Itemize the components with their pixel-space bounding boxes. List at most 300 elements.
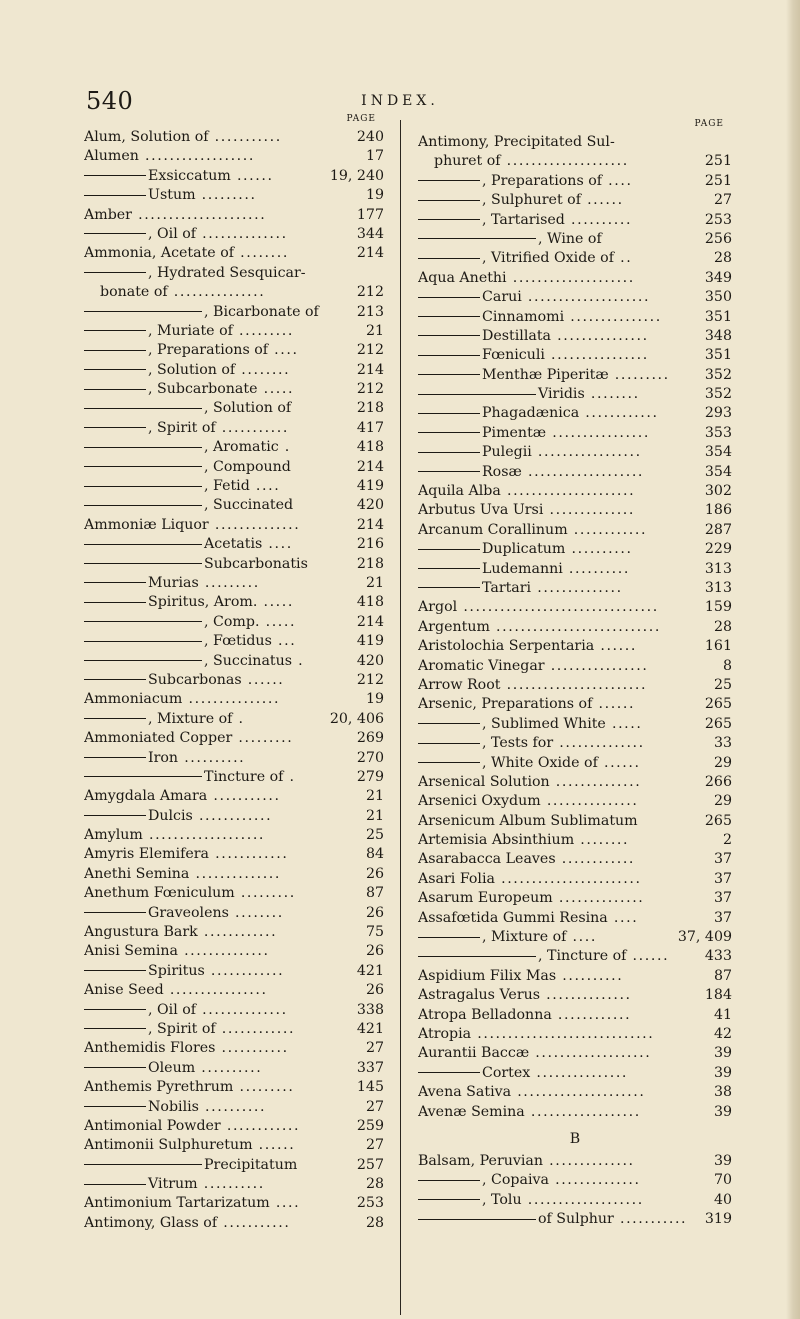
entry-text: Viridis [538, 386, 585, 403]
entry-text: Graveolens [148, 904, 229, 921]
entry-page: 25 [362, 826, 384, 845]
leader-dots: ................ [544, 347, 649, 364]
entry-page: 19 [362, 690, 384, 709]
leader-dots: .... [602, 172, 633, 189]
leader-dots: ............... [530, 1064, 629, 1081]
leader-dots: .............. [531, 579, 623, 596]
entry-text: , Mixture of [482, 929, 567, 946]
entry-text: Aspidium Filix Mas [418, 967, 557, 984]
index-entry [84, 942, 384, 961]
entry-page: 266 [701, 773, 732, 792]
ditto-rule [84, 389, 146, 390]
entry-text: , Aromatic [204, 439, 279, 456]
ditto-rule [84, 486, 202, 487]
entry-page: 229 [701, 540, 732, 559]
index-entry [418, 695, 732, 714]
leader-dots: .... [269, 1195, 301, 1212]
index-entry [84, 1156, 384, 1175]
entry-text: Anthemis Pyrethrum [84, 1079, 234, 1096]
leader-dots: .... [262, 536, 293, 553]
ditto-rule [418, 743, 480, 744]
index-entry [84, 225, 384, 244]
leader-dots: ............ [204, 962, 285, 979]
ditto-rule [84, 272, 146, 273]
entry-page: 265 [701, 695, 732, 714]
ditto-rule [418, 258, 480, 259]
ditto-rule [84, 427, 146, 428]
entry-text: Atropia [418, 1025, 472, 1042]
leader-dots: . [232, 710, 245, 727]
entry-text: , Spirit of [148, 419, 216, 436]
leader-dots: ................. [531, 444, 642, 461]
entry-page: 184 [701, 986, 732, 1005]
ditto-rule [418, 723, 480, 724]
entry-text: , Sublimed White [482, 715, 606, 732]
ditto-rule [84, 1028, 146, 1029]
entry-page: 302 [701, 482, 732, 501]
leader-dots: ......... [232, 322, 294, 339]
leader-dots: ................................ [457, 599, 659, 616]
leader-dots: ........ [574, 832, 630, 849]
entry-page: 37 [710, 870, 732, 889]
entry-text: Arsenici Oxydum [418, 793, 541, 810]
index-entry [84, 593, 384, 612]
entry-page: 240 [353, 128, 384, 147]
leader-dots: ...... [580, 192, 624, 209]
index-entry [418, 230, 732, 249]
entry-page: 28 [710, 249, 732, 268]
ditto-rule [84, 311, 202, 312]
entry-text: Precipitatum [204, 1156, 298, 1173]
entry-text: Anethum Fœniculum [84, 885, 235, 902]
entry-page: 70 [710, 1171, 732, 1190]
entry-text: , Tests for [482, 735, 554, 752]
entry-text: , Fœtidus [204, 633, 272, 650]
leader-dots: .......... [565, 541, 633, 558]
index-entry [84, 147, 384, 166]
leader-dots: ......... [234, 885, 296, 902]
entry-page: 352 [701, 385, 732, 404]
index-entry [418, 657, 732, 676]
entry-page: 41 [710, 1006, 732, 1025]
entry-text: Arbutus Uva Ursi [418, 502, 544, 519]
entry-page: 39 [710, 1064, 732, 1083]
entry-page: 28 [362, 1214, 384, 1233]
ditto-rule [84, 175, 146, 176]
leader-dots: .............. [552, 890, 645, 907]
entry-page: 214 [353, 458, 384, 477]
entry-page: 75 [362, 923, 384, 942]
running-title: INDEX. [361, 93, 439, 109]
entry-page: 37, 409 [674, 928, 732, 947]
ditto-rule [84, 757, 146, 758]
ditto-rule [418, 316, 480, 317]
index-entry [84, 884, 384, 903]
leader-dots: ........... [207, 788, 281, 805]
entry-text: Pulegii [482, 444, 532, 461]
index-entry [418, 249, 732, 268]
index-entry [418, 133, 732, 152]
leader-dots: ................ [163, 982, 268, 999]
entry-text: Subcarbonatis [204, 555, 308, 572]
entry-text: Antimonii Sulphuretum [84, 1137, 253, 1154]
entry-page: 259 [353, 1117, 384, 1136]
page-number: 540 [86, 87, 134, 115]
ditto-rule [418, 238, 536, 239]
leader-dots: ...... [252, 1137, 296, 1154]
index-entry [84, 787, 384, 806]
ditto-rule [418, 762, 480, 763]
leader-dots: ........ [235, 361, 291, 378]
index-entry [418, 618, 732, 637]
entry-page: 417 [353, 419, 384, 438]
entry-text: Arsenical Solution [418, 773, 550, 790]
leader-dots: . [292, 652, 305, 669]
entry-text: Phagadænica [482, 405, 580, 422]
entry-page: 344 [353, 225, 384, 244]
leader-dots: ...... [241, 671, 285, 688]
entry-page: 177 [353, 206, 384, 225]
leader-dots: ......... [232, 730, 294, 747]
leader-dots: ........... [613, 1211, 688, 1228]
index-entry [418, 889, 732, 908]
entry-page: 37 [710, 850, 732, 869]
ditto-rule [84, 544, 202, 545]
leader-dots: ......... [233, 1079, 295, 1096]
leader-dots: .. [613, 250, 633, 267]
leader-dots: .............. [189, 865, 282, 882]
entry-text: Ludemanni [482, 560, 563, 577]
entry-text: phuret of [434, 153, 501, 170]
entry-text: Argentum [418, 618, 490, 635]
entry-page: 214 [353, 361, 384, 380]
leader-dots: ............ [567, 521, 648, 538]
leader-dots: ........ [584, 386, 640, 403]
entry-page: 27 [362, 1098, 384, 1117]
entry-page: 19 [362, 186, 384, 205]
index-entry [418, 909, 732, 928]
entry-text: Dulcis [148, 807, 193, 824]
ditto-rule [418, 471, 480, 472]
index-entry [84, 1117, 384, 1136]
index-entry [84, 303, 384, 322]
entry-page: 287 [701, 521, 732, 540]
entry-page: 319 [701, 1210, 732, 1229]
ditto-rule [84, 582, 146, 583]
index-entry [418, 928, 732, 947]
entry-text: , Succinatus [204, 652, 293, 669]
entry-page: 214 [353, 613, 384, 632]
ditto-rule [84, 660, 202, 661]
entry-page: 28 [362, 1175, 384, 1194]
entry-text: Arsenic, Preparations of [418, 696, 593, 713]
ditto-rule [84, 602, 146, 603]
leader-dots: ........... [217, 1214, 291, 1231]
entry-page: 354 [701, 463, 732, 482]
leader-dots: .............. [549, 773, 642, 790]
entry-page: 418 [353, 593, 384, 612]
ditto-rule [84, 1106, 146, 1107]
entry-page: 26 [362, 981, 384, 1000]
entry-text: Avenæ Semina [418, 1103, 525, 1120]
index-entry [418, 676, 732, 695]
ditto-rule [84, 912, 146, 913]
entry-page: 279 [353, 768, 384, 787]
leader-dots: .................... [506, 269, 635, 286]
leader-dots: .............. [208, 516, 301, 533]
ditto-rule [418, 335, 480, 336]
leader-dots: .................... [521, 289, 651, 306]
leader-dots: ..................... [131, 206, 267, 223]
index-entry [418, 560, 732, 579]
index-entry [84, 826, 384, 845]
leader-dots: .............. [553, 735, 645, 752]
index-entry [84, 632, 384, 651]
entry-page: 25 [710, 676, 732, 695]
entry-text: Ammoniacum [84, 691, 183, 708]
index-entry [418, 1025, 732, 1044]
entry-page: 29 [710, 792, 732, 811]
entry-page: 8 [719, 657, 732, 676]
index-entry [418, 191, 732, 210]
index-entry [418, 986, 732, 1005]
ditto-rule [84, 447, 202, 448]
leader-dots: ..... [257, 381, 295, 398]
ditto-rule [418, 1199, 480, 1200]
page-edge-shadow [786, 0, 800, 1319]
ditto-rule [84, 679, 146, 680]
index-entry [84, 768, 384, 787]
index-entry [418, 1210, 732, 1229]
entry-page: 27 [362, 1039, 384, 1058]
index-entry [418, 773, 732, 792]
entry-text: Angustura Bark [84, 924, 198, 941]
index-entry [418, 1103, 732, 1122]
leader-dots: ..... [257, 594, 295, 611]
index-entry [418, 521, 732, 540]
leader-dots: ................... [142, 827, 266, 844]
entry-page: 353 [701, 424, 732, 443]
entry-text: , Solution of [204, 400, 292, 417]
entry-page: 338 [353, 1001, 384, 1020]
ditto-rule [84, 815, 146, 816]
entry-text: Carui [482, 289, 522, 306]
leader-dots: ............... [550, 327, 649, 344]
index-entry [418, 385, 732, 404]
index-entry [84, 671, 384, 690]
leader-dots: ............ [579, 405, 659, 422]
entry-page: 26 [362, 904, 384, 923]
entry-text: Antimonial Powder [84, 1117, 221, 1134]
leader-dots: ............ [192, 807, 273, 824]
entry-page: 212 [353, 283, 384, 302]
entry-page: 269 [353, 729, 384, 748]
ditto-rule [84, 563, 202, 564]
ditto-rule [418, 394, 536, 395]
entry-text: Ammoniæ Liquor [84, 516, 209, 533]
leader-dots: ...... [597, 754, 641, 771]
leader-dots: ............................. [471, 1025, 655, 1042]
entry-text: Tincture of [204, 768, 284, 785]
index-column-left [84, 114, 384, 1233]
leader-dots: .......... [197, 1176, 265, 1193]
entry-text: , Preparations of [482, 172, 603, 189]
index-entry [418, 850, 732, 869]
index-entry [84, 244, 384, 263]
index-entry [84, 981, 384, 1000]
leader-dots: .... [607, 909, 639, 926]
entry-page: 17 [362, 147, 384, 166]
index-entry [84, 341, 384, 360]
entry-text: Aquila Alba [418, 483, 501, 500]
index-entry [84, 904, 384, 923]
index-entry [418, 172, 732, 191]
leader-dots: ........ [228, 904, 284, 921]
index-entry [418, 967, 732, 986]
entry-page: 37 [710, 909, 732, 928]
column-divider [400, 120, 401, 1315]
leader-dots: ..... [259, 613, 297, 630]
entry-text: Atropa Belladonna [418, 1006, 552, 1023]
ditto-rule [418, 1219, 536, 1220]
leader-dots: ............... [540, 793, 639, 810]
index-entry [84, 729, 384, 748]
entry-text: , Tincture of [538, 948, 627, 965]
leader-dots: ..................... [500, 483, 636, 500]
index-entry [84, 1214, 384, 1233]
entry-page: 352 [701, 366, 732, 385]
leader-dots: ............ [215, 1020, 296, 1037]
entry-text: Aurantii Baccæ [418, 1045, 530, 1062]
entry-text: bonate of [100, 284, 168, 301]
entry-text: Subcarbonas [148, 671, 242, 688]
entry-text: , Bicarbonate of [204, 303, 319, 320]
entry-page: 313 [701, 560, 732, 579]
entry-text: Asari Folia [418, 870, 495, 887]
leader-dots: ......... [195, 187, 257, 204]
entry-text: Argol [418, 599, 458, 616]
entry-page: 87 [710, 967, 732, 986]
index-column-right [418, 119, 732, 1229]
index-entry [418, 1083, 732, 1102]
entry-text: Vitrum [148, 1176, 198, 1193]
entry-page: 348 [701, 327, 732, 346]
entry-text: , Tartarised [482, 211, 565, 228]
leader-dots: ............... [564, 308, 662, 325]
index-entry [418, 443, 732, 462]
entry-page: 29 [710, 754, 732, 773]
entry-page: 313 [701, 579, 732, 598]
index-entry [418, 598, 732, 617]
ditto-rule [418, 200, 480, 201]
entry-text: Destillata [482, 327, 551, 344]
index-entry [84, 516, 384, 535]
entry-page: 265 [701, 715, 732, 734]
entry-text: Cortex [482, 1064, 531, 1081]
index-entry [418, 1006, 732, 1025]
index-entry [418, 1171, 732, 1190]
index-entry [418, 463, 732, 482]
entry-text: Spiritus [148, 962, 205, 979]
entry-page: 84 [362, 845, 384, 864]
entry-text: , Sulphuret of [482, 192, 581, 209]
index-entry [418, 482, 732, 501]
index-entry [418, 404, 732, 423]
entry-page: 349 [701, 269, 732, 288]
entry-page: 145 [353, 1078, 384, 1097]
entry-text: , Subcarbonate [148, 381, 258, 398]
entry-text: Aqua Anethi [418, 269, 507, 286]
leader-dots: ................ [544, 657, 649, 674]
entry-page: 213 [353, 303, 384, 322]
ditto-rule [418, 374, 480, 375]
entry-page: 212 [353, 380, 384, 399]
leader-dots: .......... [198, 1098, 267, 1115]
ditto-rule [418, 568, 480, 569]
leader-dots: .............. [543, 1152, 635, 1169]
index-entry [84, 438, 384, 457]
index-entry [418, 366, 732, 385]
leader-dots: .......... [556, 967, 624, 984]
index-entry [418, 308, 732, 327]
index-entry [418, 579, 732, 598]
index-entry [84, 128, 384, 147]
leader-dots: .......... [178, 749, 246, 766]
index-entry [84, 1194, 384, 1213]
index-entry [418, 1044, 732, 1063]
entry-page: 20, 406 [326, 710, 384, 729]
column-header: PAGE [694, 119, 724, 129]
index-entry [84, 380, 384, 399]
ditto-rule [84, 195, 146, 196]
index-entry [84, 206, 384, 225]
leader-dots: .............. [540, 987, 632, 1004]
entry-page: 27 [710, 191, 732, 210]
ditto-rule [418, 432, 480, 433]
entry-text: , Succinated [204, 497, 294, 514]
entry-text: , Mixture of [148, 710, 233, 727]
entry-page: 214 [353, 244, 384, 263]
ditto-rule [84, 233, 146, 234]
index-entry [84, 807, 384, 826]
index-entry [84, 962, 384, 981]
leader-dots: ............ [555, 851, 636, 868]
leader-dots: ............... [167, 284, 266, 301]
index-entry [84, 555, 384, 574]
ditto-rule [84, 718, 146, 719]
entry-text: , Preparations of [148, 342, 269, 359]
leader-dots: .......... [562, 560, 630, 577]
ditto-rule [84, 505, 202, 506]
ditto-rule [418, 219, 480, 220]
index-entry [84, 186, 384, 205]
entry-page: 270 [353, 749, 384, 768]
entry-page: 251 [701, 172, 732, 191]
ditto-rule [418, 956, 536, 957]
entry-page: 39 [710, 1044, 732, 1063]
entry-page: 39 [710, 1152, 732, 1171]
leader-dots: .... [268, 342, 299, 359]
entry-page: 253 [353, 1194, 384, 1213]
entry-text: Arcanum Corallinum [418, 521, 568, 538]
entry-text: Anisi Semina [84, 943, 178, 960]
index-entry [84, 496, 384, 515]
index-entry [84, 1136, 384, 1155]
entry-page: 421 [353, 962, 384, 981]
leader-dots: ........ [234, 245, 289, 262]
entry-page: 26 [362, 865, 384, 884]
entry-page: 37 [710, 889, 732, 908]
